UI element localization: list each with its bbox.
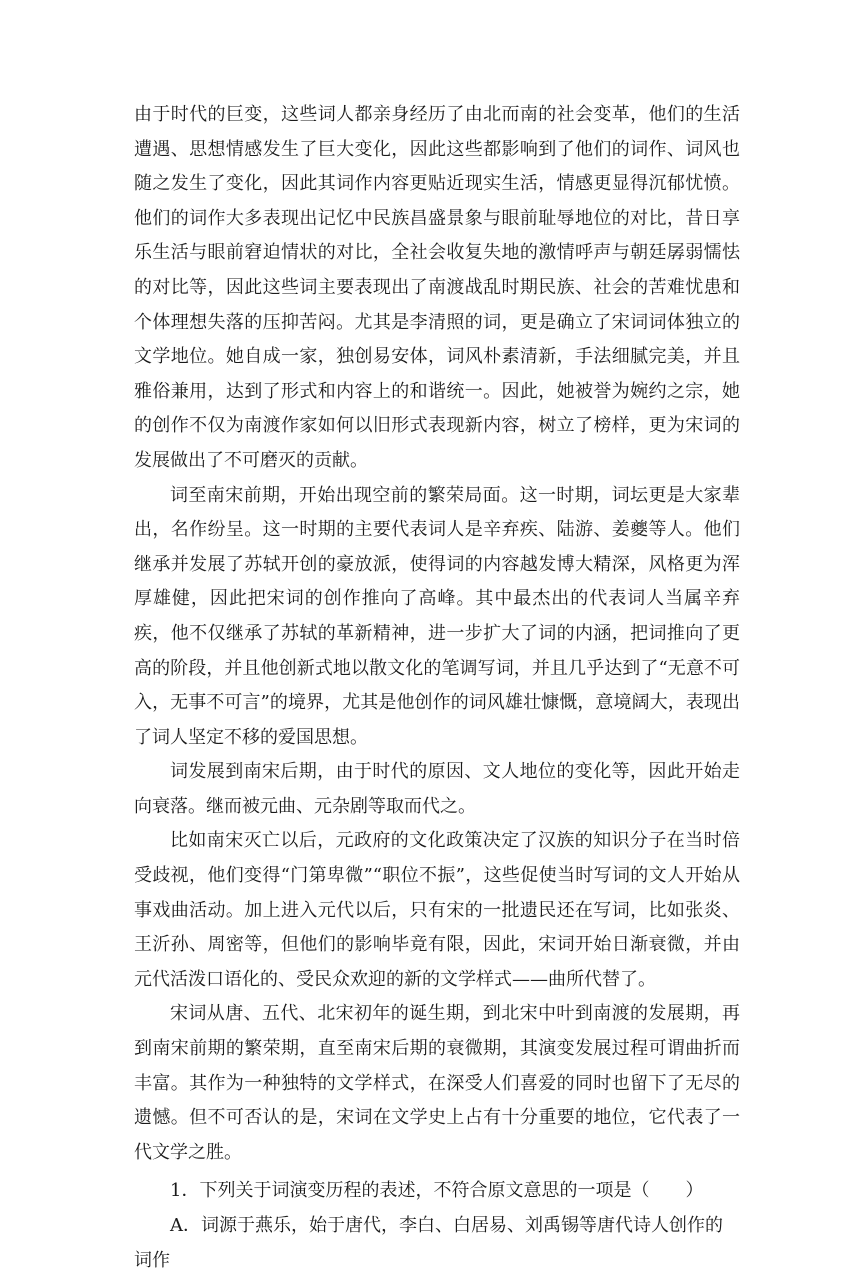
option-a: A．词源于燕乐，始于唐代，李白、白居易、刘禹锡等唐代诗人创作的词作 (134, 1215, 723, 1271)
paragraph-3: 词发展到南宋后期，由于时代的原因、文人地位的变化等，因此开始走向衰落。继而被元曲、元杂剧等取而代之。 (134, 761, 740, 817)
paragraph-5: 宋词从唐、五代、北宋初年的诞生期，到北宋中叶到南渡的发展期，再到南宋前期的繁荣期，直至南宋后期的衰微期，其演变发展过程可谓曲折而丰富。其作为一种独特的文学样式，在深受人们喜爱的同时也留下了无尽的遗憾。但不可否认的是，宋词在文学史上占有十分重要的地位，它代表了一代文学之胜。 (134, 1003, 740, 1163)
article-body (134, 98, 740, 1278)
paragraph-2: 词至南宋前期，开始出现空前的繁荣局面。这一时期，词坛更是大家辈出，名作纷呈。这一时期的主要代表词人是辛弃疾、陆游、姜夔等人。他们继承并发展了苏轼开创的豪放派，使得词的内容越发博大精深，风格更为浑厚雄健，因此把宋词的创作推向了高峰。其中最杰出的代表词人当属辛弃疾，他不仅继承了苏轼的革新精神，进一步扩大了词的内涵，把词推向了更高的阶段，并且他创新式地以散文化的笔调写词，并且几乎达到了“无意不可入，无事不可言”的境界，尤其是他创作的词风雄壮慷慨，意境阔大，表现出了词人坚定不移的爱国思想。 (134, 484, 740, 748)
question-stem: 1．下列关于词演变历程的表述，不符合原文意思的一项是（ ） (170, 1180, 704, 1202)
paragraph-1: 由于时代的巨变，这些词人都亲身经历了由北而南的社会变革，他们的生活遭遇、思想情感发生了巨大变化，因此这些都影响到了他们的词作、词风也随之发生了变化，因此其词作内容更贴近现实生活，情感更显得沉郁忧愤。他们的词作大多表现出记忆中民族昌盛景象与眼前耻辱地位的对比，昔日享乐生活与眼前窘迫情状的对比，全社会收复失地的激情呼声与朝廷孱弱懦怯的对比等，因此这些词主要表现出了南渡战乱时期民族、社会的苦难忧患和个体理想失落的压抑苦闷。尤其是李清照的词，更是确立了宋词词体独立的文学地位。她自成一家，独创易安体，词风朴素清新，手法细腻完美，并且雅俗兼用，达到了形式和内容上的和谐统一。因此，她被誉为婉约之宗，她的创作不仅为南渡作家如何以旧形式表现新内容，树立了榜样，更为宋词的发展做出了不可磨灭的贡献。 (134, 104, 740, 471)
paragraph-4: 比如南宋灭亡以后，元政府的文化政策决定了汉族的知识分子在当时倍受歧视，他们变得“门第卑微”“职位不振”，这些促使当时写词的文人开始从事戏曲活动。加上进入元代以后，只有宋的一批遗民还在写词，比如张炎、王沂孙、周密等，但他们的影响毕竟有限，因此，宋词开始日渐衰微，并由元代活泼口语化的、受民众欢迎的新的文学样式——曲所代替了。 (134, 830, 740, 990)
